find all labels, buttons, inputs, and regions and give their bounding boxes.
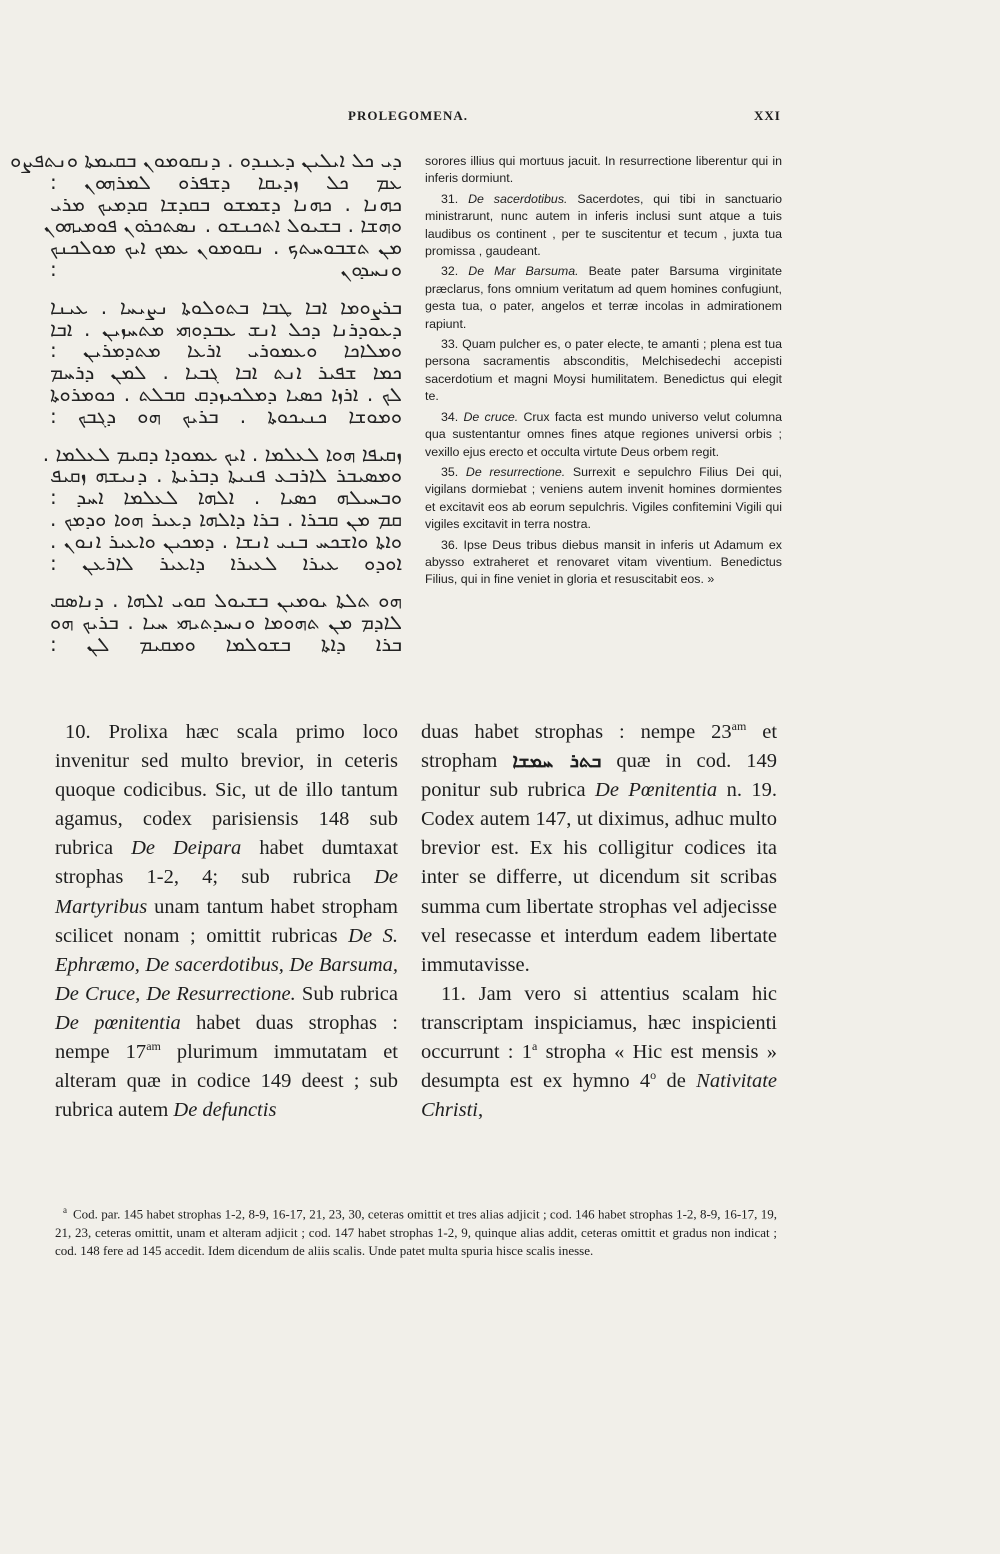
syriac-line: ܘܡܘܫܐ ܟܢܝܟܘܬܐ . ܒܪܝܟ ܗܘ ܕܓܒܟ : xyxy=(50,403,402,428)
syriac-line: ܩܡ ܡܢ ܩܒܪܐ . ܒܪܐ ܕܐܠܗܐ ܕܥܝܪ ܗܘܐ ܘܕܡܟ . xyxy=(50,506,402,531)
syriac-line: ܡܢ ܬܫܒܘܚܬܟ . ܢܩܘܡܘܢ ܥܡܟ ܐܝܟ ܡܘܠܟܢܟ xyxy=(50,235,402,260)
footnote-marker: a xyxy=(63,1205,67,1215)
rubric-de-mar-barsuma: De Mar Barsuma. xyxy=(468,264,579,279)
syriac-line: ܕܥܘܕܪܢܐ ܕܟܠ ܐܢܫ ܥܒܕܘܗܝ ܡܬܚܙܝܢ . ܐܒܐ xyxy=(50,316,402,341)
paragraph-11: 11. Jam vero si attentius scalam hic transcriptam inspiciamus, hæc inspicienti occurrunt : 1$^a$ stropha « Hic est mensis » desumpta est ex hymno 4$^o$ de Nativitate Christi, xyxy=(421,982,778,1122)
main-text-right-column xyxy=(421,718,777,1125)
syriac-line: ܟܗܢܐ . ܟܗܢܐ ܕܫܡܫܘ ܒܩܕܫܐ ܩܕܡܝܟ ܡܪܝ xyxy=(50,191,402,216)
footnote-text: Cod. par. 145 habet strophas 1-2, 8-9, 16-17, 21, 23, 30, ceteras omittit et tres alias adjicit ; cod. 146 habet strophas 1-2, 8-9, 16-17, 19, 21, 23, ceteras omittit, unam et alteram adjicit ; cod. 147 habet strophas 1-2, 9, quinque alias addit, ceteras omittit et gradus non indicat ; cod. 148 fere ad 145 accedit. Idem dicendum de aliis scalis. Unde patet multa spuria hisce scalis inesse. xyxy=(55,1206,777,1259)
syriac-line: ܠܟ . ܐܪܙܐ ܟܣܝܐ ܕܡܠܟܝܙܕܩ ܩܒܠܬ . ܟܘܡܪܘܬܐ xyxy=(50,381,402,406)
translation-paragraph-34: 34. De cruce. Crux facta est mundo universo velut columna qua sustentantur omnes fines atque regiones universi orbis ; vexillo ejus erecto et occulta virtute Deus orbem regit. xyxy=(425,409,782,459)
syriac-line: ܒܪܐ ܕܐܬܐ ܒܫܘܠܡܐ ܘܡܩܝܡ ܠܢ : xyxy=(50,631,402,656)
syriac-line: ܒܪܨܘܡܐ ܐܒܐ ܛܒܐ ܒܬܘܠܘܬܐ ܢܨܝܚܐ . ܥܝܢܐ xyxy=(50,294,402,319)
translation-paragraph-36: 36. Ipse Deus tribus diebus mansit in inferis ut Adamum ex abysso extraheret et renovaret vitam viventium. Benedictus Filius, qui in fine veniet in gloria et resuscitabit eos. » xyxy=(425,537,782,587)
syriac-line: ܘܐܬܐ ܘܐܫܟܚ ܒܢܝ ܐܢܫܐ . ܕܡܟܝܢ ܘܐܥܝܪ ܐܢܘܢ . xyxy=(50,528,402,553)
syriac-line: ܥܡ ܟܠ ܙܕܝܩܐ ܕܫܦܪܘ ܠܡܪܗܘܢ : xyxy=(50,169,402,194)
rubric-de-cruce: De cruce. xyxy=(463,409,519,424)
syriac-line: ܗܘ ܬܠܬܐ ܝܘܡܝܢ ܒܫܝܘܠ ܩܘܝ ܐܠܗܐ . ܕܢܐܣܩ xyxy=(50,588,402,613)
syriac-line: ܘܗܫܐ . ܒܫܝܘܠ ܐܬܟܢܫܘ . ܢܣܬܟܪܘܢ ܦܘܡܝܗܘܢ xyxy=(43,213,402,238)
running-title: PROLEGOMENA. xyxy=(348,108,468,123)
latin-translation-column xyxy=(425,153,782,592)
paragraph-number: 11. xyxy=(441,982,466,1005)
syriac-line: ܕܝ ܟܠ ܐܝܠܝܢ ܕܥܢܕܘ . ܕܢܩܘܡܘܢ ܒܩܝܡܬܐ ܘܢܬܦܨܘ xyxy=(10,148,402,172)
syriac-line: ܘܒܚܝܠܗ ܟܣܝܐ . ܐܠܗܐ ܠܥܠܡܐ ܐܚܕ : xyxy=(50,485,402,510)
syriac-line: ܘܡܠܐܟܐ ܘܥܡܘܪܝ ܐܪܥܐ ܡܬܕܡܪܝܢ : xyxy=(50,338,402,363)
translation-paragraph-33: 33. Quam pulcher es, o pater electe, te amanti ; plena est tua persona sacramentis absconditis, Melchisedechi accepisti sacerdotium et magni Moysi humilitatem. Benedictus qui elegit te. xyxy=(425,337,783,404)
syriac-phrase: ܒܬܪ ܚܡܫܐ xyxy=(512,750,602,773)
rubric-de-sacerdotibus: De sacerdotibus. xyxy=(468,191,568,206)
syriac-line: ܟܡܐ ܫܦܝܪ ܐܢܬ ܐܒܐ ܓܒܝܐ . ܠܡܢ ܕܪܚܡ xyxy=(50,360,402,385)
translation-paragraph-31: 31. De sacerdotibus. Sacerdotes, qui tibi in sanctuario ministrarunt, nunc autem in inferis inclusi sunt atque a tuis laudibus os continent , per te suscitentur et tecum , juxta tua promissa , gaudeant. xyxy=(425,191,782,259)
syriac-line: ܘܢܚܕܘܢ : xyxy=(50,256,402,281)
syriac-text-block xyxy=(10,148,402,656)
syriac-line: ܘܡܣܝܒܪ ܠܐܪܒܥ ܦܢܝܬܐ ܕܒܪܝܬܐ . ܕܢܝܫܗ ܙܩܝܦ xyxy=(50,463,402,488)
translation-paragraph-35: 35. De resurrectione. Surrexit e sepulchro Filius Dei qui, vigilans dormiebat ; veniens autem invenit homines dormientes et excitavit eos ab eorum sepulchris. Vigiles confitemini Vigili qui vigiles excitavit in terra nostra. xyxy=(425,464,782,532)
syriac-line: ܠܐܕܡ ܡܢ ܬܗܘܡܐ ܘܢܚܕܬܝܗܝ ܚܝܐ . ܒܪܝܟ ܗܘ xyxy=(50,610,402,635)
main-text-left-column xyxy=(55,718,398,1125)
translation-paragraph-30-end: sorores illius qui mortuus jacuit. In resurrectione liberentur qui in inferis dormiunt. xyxy=(425,154,782,186)
translation-paragraph-32: 32. De Mar Barsuma. Beate pater Barsuma virginitate præclarus, fons omnium veritatum ad quem homines confugiunt, gesta tua, o pater, angelos et terræ incolas in admirationem rapiunt. xyxy=(425,264,782,331)
paragraph-10: 10. Prolixa hæc scala primo loco invenitur sed multo brevior, in ceteris quoque codicibus. Sic, ut de illo tantum agamus, codex parisiensis 148 sub rubrica De Deipara habet dumtaxat strophas 1-2, 4; sub rubrica De Martyribus unam tantum habet stropham scilicet nonam ; omittit rubricas De S. Ephræmo, De sacerdotibus, De Barsuma, De Cruce, De Resurrectione. Sub rubrica De pœnitentia habet duas strophas : nempe $17^{am}$ plurimum immutatam et alteram quæ in codice 149 deest ; sub rubrica autem De defunctis xyxy=(55,721,399,1122)
rubric-de-resurrectione: De resurrectione. xyxy=(465,464,566,479)
running-header xyxy=(0,108,1000,128)
paragraph-number: 10. xyxy=(65,721,91,743)
footnote xyxy=(55,1201,777,1261)
page-number: XXI xyxy=(754,108,781,123)
paragraph-10-continued: duas habet strophas : nempe $23^{am}$ et stropham ܒܬܪ ܚܡܫܐ quæ in cod. 149 ponitur sub rubrica De Pœnitentia n. 19. Codex autem 147, ut diximus, adhuc multo brevior est. Ex his colligitur codices ita inter se differre, ut dicendum sit scribas summa cum libertate strophas vel adjecisse vel resecasse et interdum eadem libertate immutavisse. xyxy=(421,719,778,976)
syriac-line: ܙܩܝܦܐ ܗܘܐ ܠܥܠܡܐ . ܐܝܟ ܥܡܘܕܐ ܕܩܝܡ ܠܥܠܡܐ . xyxy=(42,441,402,466)
syriac-line: ܐܘܕܘ ܥܝܪܐ ܠܥܝܪܐ ܕܐܥܝܪ ܠܐܪܥܢ : xyxy=(50,550,402,575)
